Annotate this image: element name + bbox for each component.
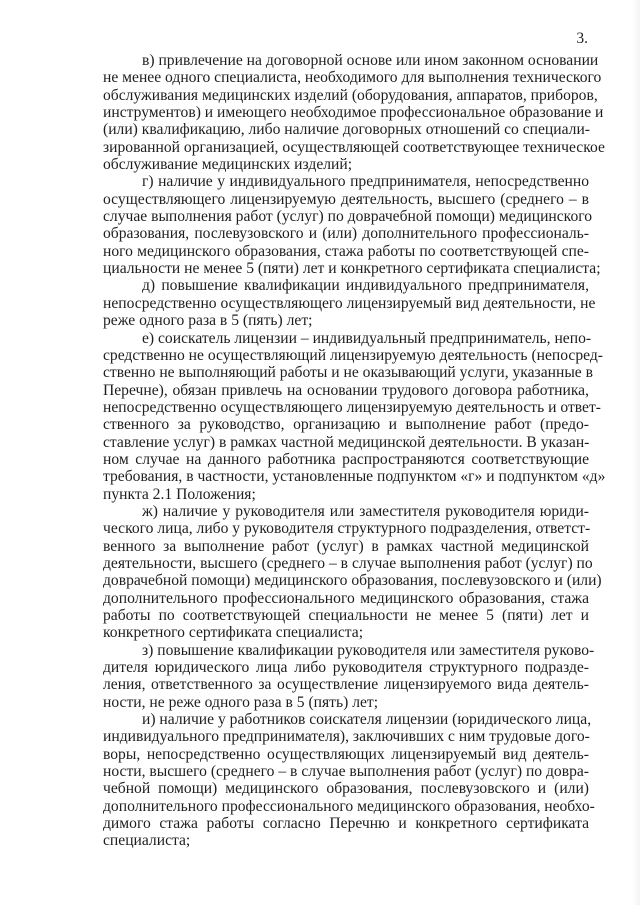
text-line: Перечне), обязан привлечь на основании трудового договора работника, (103, 381, 589, 399)
paragraph-e (103, 329, 606, 503)
text-line: зированной организацией, осуществляющей соответствующее техническое (103, 138, 605, 156)
paragraph-v (103, 52, 605, 174)
paragraph-i (103, 711, 595, 850)
text-line: ления, ответственного за осуществление лицензируемого вида деятель- (103, 676, 589, 694)
text-line: осуществляющего лицензируемую деятельность, высшего (среднего – в (103, 190, 589, 208)
text-line: ственно не выполняющий работы и не оказывающий услуги, указанные в (103, 364, 593, 382)
text-line: реже одного раза в 5 (пять) лет; (103, 312, 313, 330)
scan-edge (632, 0, 640, 905)
text-line: непосредственно осуществляющего лицензируемый вид деятельности, не (103, 294, 596, 312)
text-line: ности, не реже одного раза в 5 (пять) лет; (103, 693, 379, 711)
paragraph-g (103, 173, 601, 278)
text-line: ности, высшего (среднего – в случае выполнения работ (услуг) по довра- (103, 763, 589, 781)
text-line: чебной помощи) медицинского образования, послевузовского и (или) (103, 780, 589, 798)
text-line: инструментов) и имеющего необходимое профессиональное образование и (103, 104, 604, 122)
text-line: в) привлечение на договорной основе или ином законном основании (142, 52, 599, 69)
text-line: циальности не менее 5 (пяти) лет и конкретного сертификата специалиста; (103, 260, 601, 278)
text-line: венного за выполнение работ (услуг) в рамках частной медицинской (103, 537, 589, 555)
text-line: г) наличие у индивидуального предпринимателя, непосредственно (142, 173, 589, 191)
text-line: индивидуального предпринимателя), заключивших с ним трудовые дого- (103, 728, 590, 746)
text-line: е) соискатель лицензии – индивидуальный предприниматель, непо- (142, 329, 592, 347)
text-line: ного медицинского образования, стажа работы по соответствующей спе- (103, 242, 589, 260)
text-line: ческого лица, либо у руководителя структурного подразделения, ответст- (103, 520, 591, 538)
text-line: работы по соответствующей специальности не менее 5 (пяти) лет и (103, 607, 589, 624)
text-line: дополнительного профессионального медицинского образования, необхо- (103, 797, 595, 815)
text-line: (или) квалификацию, либо наличие договорных отношений со специали- (103, 121, 590, 139)
text-line: средственно не осуществляющий лицензируемую деятельность (непосред- (103, 346, 603, 364)
paragraph-z (103, 641, 595, 711)
paragraph-zh (103, 502, 602, 642)
text-line: и) наличие у работников соискателя лицензии (юридического лица, (142, 711, 592, 729)
text-line: ставление услуг) в рамках частной медицинской деятельности. В указан- (103, 433, 590, 451)
text-line: образования, послевузовского и (или) дополнительного профессиональ- (103, 225, 589, 243)
text-line: ном случае на данного работника распространяются соответствующие (103, 450, 589, 468)
page-number: 3. (576, 30, 588, 47)
text-line: воры, непосредственно осуществляющих лицензируемый вид деятель- (103, 745, 589, 763)
text-line: конкретного сертификата специалиста; (103, 624, 364, 642)
text-line: обслуживания медицинских изделий (оборудования, аппаратов, приборов, (103, 86, 598, 104)
text-line: не менее одного специалиста, необходимого для выполнения технического (103, 69, 602, 87)
text-line: специалиста; (103, 832, 191, 850)
text-line: непосредственно осуществляющего лицензируемую деятельность и ответ- (103, 398, 601, 416)
text-line: димого стажа работы согласно Перечню и конкретного сертификата (103, 815, 589, 833)
text-line: дителя юридического лица либо руководителя структурного подразде- (103, 659, 589, 677)
text-line: деятельности, высшего (среднего – в случае выполнения работ (услуг) по (103, 554, 593, 572)
text-line: требования, в частности, установленные подпунктом «г» и подпунктом «д» (103, 468, 606, 486)
text-line: случае выполнения работ (услуг) по доврачебной помощи) медицинского (103, 208, 593, 226)
text-line: д) повышение квалификации индивидуального предпринимателя, (142, 277, 589, 295)
text-line: доврачебной помощи) медицинского образования, послевузовского и (или) (103, 572, 602, 590)
text-line: ж) наличие у руководителя или заместителя руководителя юриди- (142, 502, 589, 520)
text-line: дополнительного профессионального медицинского образования, стажа (103, 589, 589, 607)
document-body (103, 52, 606, 850)
text-line: з) повышение квалификации руководителя или заместителя руково- (142, 641, 595, 659)
text-line: обслуживание медицинских изделий; (103, 156, 353, 174)
paragraph-d (103, 277, 596, 330)
text-line: пункта 2.1 Положения; (103, 485, 256, 503)
text-line: ственного за руководство, организацию и выполнение работ (предо- (103, 416, 589, 434)
